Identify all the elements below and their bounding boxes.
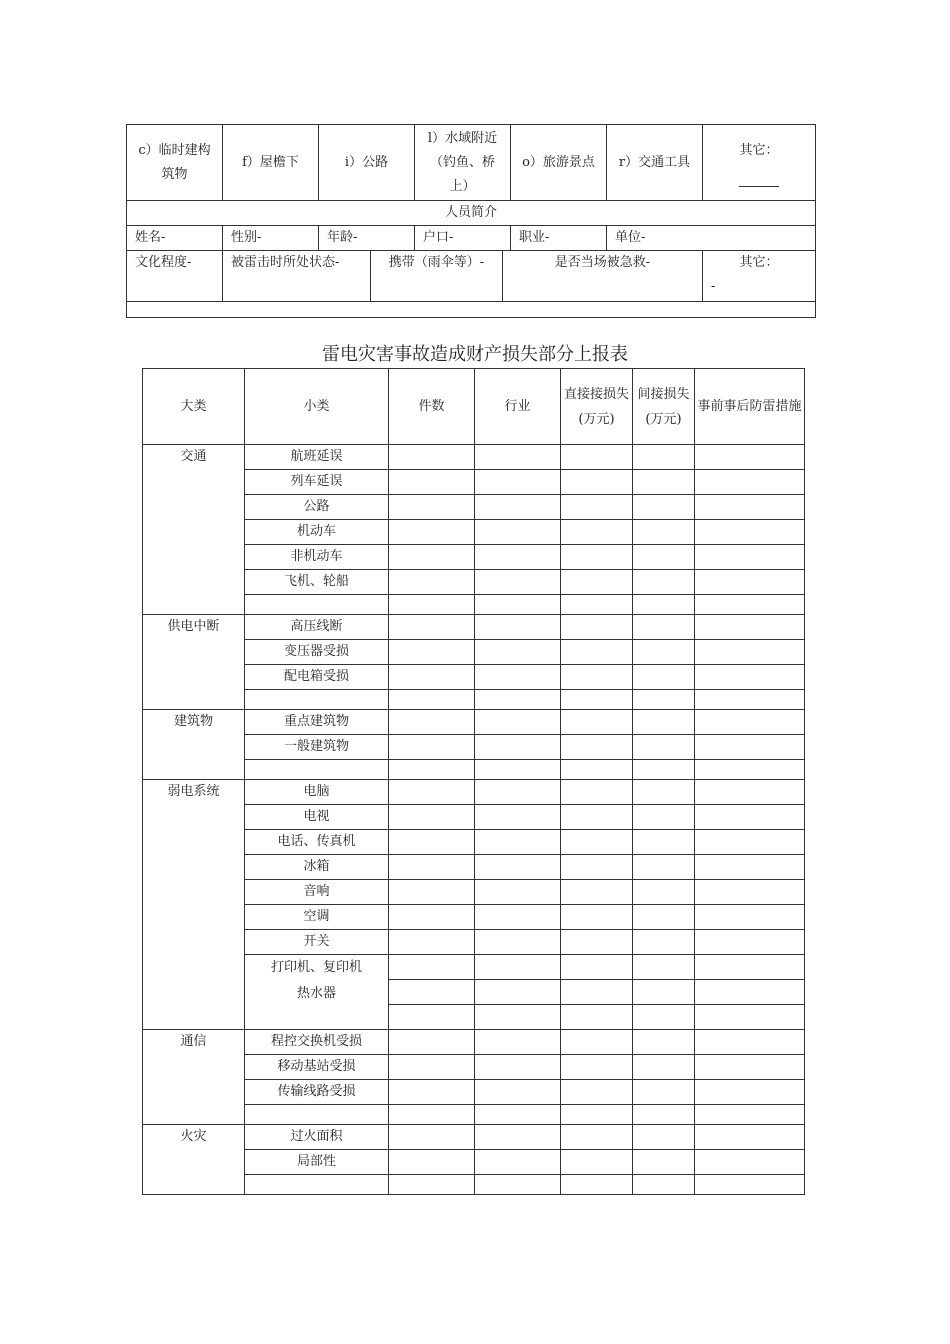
location-cell: o）旅游景点 <box>511 125 607 201</box>
table-row <box>143 1125 805 1150</box>
subcategory-line: 打印机、复印机 <box>270 960 362 975</box>
data-cell <box>695 520 805 545</box>
data-cell <box>389 570 475 595</box>
data-cell <box>561 805 633 830</box>
subcategory-cell: 重点建筑物 <box>245 710 389 735</box>
data-cell <box>695 615 805 640</box>
person-field: 年龄- <box>319 226 415 251</box>
data-cell <box>561 570 633 595</box>
data-cell <box>389 445 475 470</box>
data-cell <box>561 665 633 690</box>
person-other-label: 其它： <box>739 255 779 270</box>
data-cell <box>475 805 561 830</box>
data-cell <box>475 880 561 905</box>
data-cell <box>389 905 475 930</box>
data-cell <box>633 955 695 980</box>
data-cell <box>695 595 805 615</box>
data-cell <box>389 520 475 545</box>
data-cell <box>561 1125 633 1150</box>
location-row <box>127 125 816 201</box>
table-row <box>143 780 805 805</box>
data-cell <box>475 470 561 495</box>
data-cell <box>389 855 475 880</box>
data-cell <box>633 855 695 880</box>
data-cell <box>695 1005 805 1030</box>
subcategory-cell: 音响 <box>245 880 389 905</box>
data-cell <box>695 1055 805 1080</box>
location-other-label: 其它： <box>739 142 779 158</box>
subcategory-cell: 非机动车 <box>245 545 389 570</box>
subcategory-line: 热水器 <box>296 986 336 1001</box>
category-cell: 建筑物 <box>143 710 245 780</box>
data-cell <box>475 735 561 760</box>
data-cell <box>561 1105 633 1125</box>
data-cell <box>561 520 633 545</box>
person-field: 姓名- <box>127 226 223 251</box>
header-row <box>143 369 805 445</box>
person-field: 性别- <box>223 226 319 251</box>
data-cell <box>561 595 633 615</box>
data-cell <box>389 735 475 760</box>
data-cell <box>475 1105 561 1125</box>
person-field: 文化程度- <box>127 251 223 302</box>
data-cell <box>695 1150 805 1175</box>
data-cell <box>695 830 805 855</box>
data-cell <box>561 470 633 495</box>
subcategory-cell: 移动基站受损 <box>245 1055 389 1080</box>
data-cell <box>389 615 475 640</box>
data-cell <box>695 1080 805 1105</box>
data-cell <box>561 855 633 880</box>
data-cell <box>475 905 561 930</box>
data-cell <box>695 955 805 980</box>
subcategory-cell: 配电箱受损 <box>245 665 389 690</box>
data-cell <box>633 780 695 805</box>
data-cell <box>561 1080 633 1105</box>
category-cell: 通信 <box>143 1030 245 1125</box>
data-cell <box>389 1005 475 1030</box>
data-cell <box>633 805 695 830</box>
data-cell <box>633 445 695 470</box>
subcategory-cell: 电话、传真机 <box>245 830 389 855</box>
data-cell <box>475 595 561 615</box>
data-cell <box>633 1030 695 1055</box>
location-cell: f）屋檐下 <box>223 125 319 201</box>
data-cell <box>389 1055 475 1080</box>
data-cell <box>475 760 561 780</box>
data-cell <box>695 855 805 880</box>
data-cell <box>389 1150 475 1175</box>
data-cell <box>633 735 695 760</box>
person-other-cell <box>703 251 816 302</box>
data-cell <box>561 830 633 855</box>
data-cell <box>389 980 475 1005</box>
data-cell <box>633 980 695 1005</box>
header-direct-loss: 直接接损失(万元) <box>561 369 633 445</box>
data-cell <box>633 1175 695 1195</box>
person-field: 携带（雨伞等）- <box>371 251 503 301</box>
data-cell <box>475 955 561 980</box>
subcategory-cell: 过火面积 <box>245 1125 389 1150</box>
data-cell <box>475 830 561 855</box>
data-cell <box>475 1080 561 1105</box>
data-cell <box>561 615 633 640</box>
data-cell <box>695 470 805 495</box>
subcategory-cell <box>245 1175 389 1195</box>
data-cell <box>695 905 805 930</box>
subcategory-cell <box>245 1105 389 1125</box>
data-cell <box>633 1150 695 1175</box>
person-section-heading: 人员简介 <box>127 201 816 226</box>
data-cell <box>475 1175 561 1195</box>
data-cell <box>561 445 633 470</box>
table-row <box>143 1030 805 1055</box>
data-cell <box>475 930 561 955</box>
data-cell <box>389 780 475 805</box>
data-cell <box>389 640 475 665</box>
data-cell <box>633 710 695 735</box>
data-cell <box>695 880 805 905</box>
data-cell <box>475 1055 561 1080</box>
header-minor: 小类 <box>245 369 389 445</box>
location-cell: l）水域附近（钓鱼、桥上） <box>415 125 511 201</box>
subcategory-cell <box>245 690 389 710</box>
data-cell <box>695 710 805 735</box>
data-cell <box>633 615 695 640</box>
category-cell: 交通 <box>143 445 245 615</box>
subcategory-cell: 公路 <box>245 495 389 520</box>
data-cell <box>695 1125 805 1150</box>
data-cell <box>475 690 561 710</box>
data-cell <box>561 880 633 905</box>
data-cell <box>695 690 805 710</box>
data-cell <box>695 1105 805 1125</box>
subcategory-cell: 局部性 <box>245 1150 389 1175</box>
person-field: 户口- <box>415 226 511 251</box>
data-cell <box>389 1125 475 1150</box>
data-cell <box>475 1005 561 1030</box>
data-cell <box>695 1030 805 1055</box>
data-cell <box>389 1175 475 1195</box>
data-cell <box>389 955 475 980</box>
data-cell <box>695 980 805 1005</box>
table-row <box>143 710 805 735</box>
location-other-cell <box>703 125 816 201</box>
data-cell <box>475 710 561 735</box>
data-cell <box>475 1125 561 1150</box>
person-row-1 <box>127 226 816 251</box>
category-cell: 弱电系统 <box>143 780 245 1030</box>
data-cell <box>389 690 475 710</box>
data-cell <box>561 930 633 955</box>
data-cell <box>633 595 695 615</box>
header-measures: 事前事后防雷措施 <box>695 369 805 445</box>
data-cell <box>695 1175 805 1195</box>
data-cell <box>475 445 561 470</box>
data-cell <box>475 545 561 570</box>
data-cell <box>389 880 475 905</box>
data-cell <box>633 640 695 665</box>
data-cell <box>695 545 805 570</box>
subcategory-cell: 高压线断 <box>245 615 389 640</box>
data-cell <box>389 1030 475 1055</box>
data-cell <box>475 615 561 640</box>
data-cell <box>633 690 695 710</box>
data-cell <box>633 545 695 570</box>
data-cell <box>389 495 475 520</box>
subcategory-cell: 传输线路受损 <box>245 1080 389 1105</box>
data-cell <box>389 805 475 830</box>
subcategory-cell <box>245 955 389 1030</box>
subcategory-cell: 飞机、轮船 <box>245 570 389 595</box>
data-cell <box>389 545 475 570</box>
data-cell <box>695 805 805 830</box>
data-cell <box>695 495 805 520</box>
subcategory-cell <box>245 760 389 780</box>
property-loss-table <box>142 368 805 1195</box>
header-count: 件数 <box>389 369 475 445</box>
person-row-2 <box>127 251 816 302</box>
data-cell <box>633 470 695 495</box>
data-cell <box>561 780 633 805</box>
data-cell <box>695 665 805 690</box>
data-cell <box>475 495 561 520</box>
data-cell <box>389 930 475 955</box>
data-cell <box>633 520 695 545</box>
data-cell <box>633 1055 695 1080</box>
data-cell <box>561 1150 633 1175</box>
person-field: 单位- <box>607 226 816 251</box>
table-row <box>143 615 805 640</box>
data-cell <box>475 780 561 805</box>
empty-row <box>127 302 816 318</box>
data-cell <box>695 735 805 760</box>
data-cell <box>475 665 561 690</box>
data-cell <box>633 905 695 930</box>
subcategory-cell: 冰箱 <box>245 855 389 880</box>
data-cell <box>389 710 475 735</box>
data-cell <box>475 640 561 665</box>
location-cell: i）公路 <box>319 125 415 201</box>
data-cell <box>633 930 695 955</box>
category-cell: 供电中断 <box>143 615 245 710</box>
subcategory-cell: 一般建筑物 <box>245 735 389 760</box>
data-cell <box>561 1030 633 1055</box>
data-cell <box>561 1005 633 1030</box>
table-title: 雷电灾害事故造成财产损失部分上报表 <box>322 344 628 365</box>
data-cell <box>695 780 805 805</box>
data-cell <box>389 665 475 690</box>
fill-line <box>711 163 807 187</box>
data-cell <box>633 665 695 690</box>
data-cell <box>695 640 805 665</box>
data-cell <box>475 1150 561 1175</box>
location-person-table <box>126 124 816 318</box>
data-cell <box>633 570 695 595</box>
data-cell <box>561 980 633 1005</box>
data-cell <box>633 495 695 520</box>
subcategory-cell: 航班延误 <box>245 445 389 470</box>
data-cell <box>561 1175 633 1195</box>
data-cell <box>389 760 475 780</box>
data-cell <box>561 640 633 665</box>
data-cell <box>695 760 805 780</box>
data-cell <box>695 570 805 595</box>
data-cell <box>633 1080 695 1105</box>
subcategory-cell <box>245 595 389 615</box>
data-cell <box>633 1125 695 1150</box>
data-cell <box>561 955 633 980</box>
header-major: 大类 <box>143 369 245 445</box>
subcategory-cell: 程控交换机受损 <box>245 1030 389 1055</box>
data-cell <box>389 595 475 615</box>
data-cell <box>475 520 561 545</box>
data-cell <box>561 495 633 520</box>
data-cell <box>389 830 475 855</box>
person-field: 职业- <box>511 226 607 251</box>
subcategory-cell: 列车延误 <box>245 470 389 495</box>
data-cell <box>695 930 805 955</box>
data-cell <box>561 710 633 735</box>
data-cell <box>561 545 633 570</box>
subcategory-cell: 机动车 <box>245 520 389 545</box>
subcategory-cell: 开关 <box>245 930 389 955</box>
data-cell <box>389 1105 475 1125</box>
data-cell <box>633 880 695 905</box>
data-cell <box>389 1080 475 1105</box>
data-cell <box>475 855 561 880</box>
data-cell <box>561 760 633 780</box>
data-cell <box>561 735 633 760</box>
data-cell <box>475 980 561 1005</box>
location-cell: r）交通工具 <box>607 125 703 201</box>
header-indirect-loss: 间接损失(万元) <box>633 369 695 445</box>
data-cell <box>633 1105 695 1125</box>
data-cell <box>561 1055 633 1080</box>
data-cell <box>561 905 633 930</box>
data-cell <box>475 1030 561 1055</box>
table-row <box>143 445 805 470</box>
data-cell <box>633 760 695 780</box>
subcategory-cell: 电视 <box>245 805 389 830</box>
header-industry: 行业 <box>475 369 561 445</box>
location-cell: c）临时建构筑物 <box>127 125 223 201</box>
data-cell <box>633 830 695 855</box>
person-field: 是否当场被急救- <box>554 255 651 270</box>
subcategory-cell: 电脑 <box>245 780 389 805</box>
person-other-value: - <box>711 279 716 294</box>
subcategory-cell: 空调 <box>245 905 389 930</box>
data-cell <box>633 1005 695 1030</box>
category-cell: 火灾 <box>143 1125 245 1195</box>
data-cell <box>695 445 805 470</box>
data-cell <box>389 470 475 495</box>
data-cell <box>561 690 633 710</box>
subcategory-cell: 变压器受损 <box>245 640 389 665</box>
person-field: 被雷击时所处状态- <box>223 251 371 301</box>
data-cell <box>475 570 561 595</box>
